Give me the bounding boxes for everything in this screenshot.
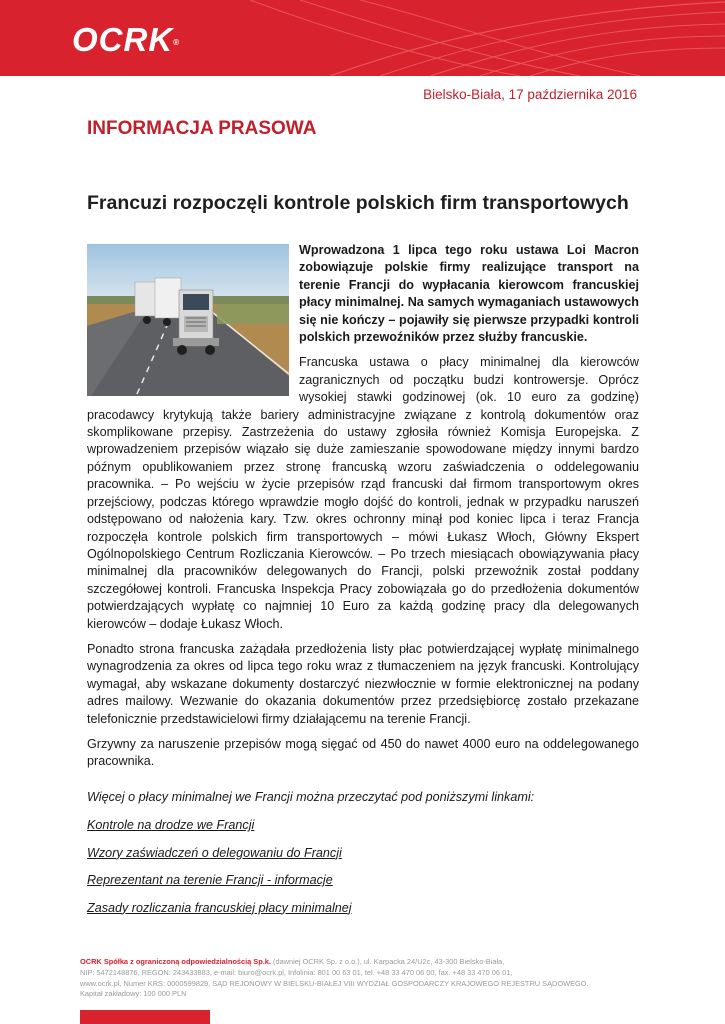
logo-text: OCRK [72, 21, 174, 58]
photo-spacer [87, 242, 299, 399]
body-paragraph-3: Grzywny za naruszenie przepisów mogą sięgać od 450 do nawet 4000 euro na oddelegowanego pracownika. [87, 736, 639, 769]
header-bar [0, 0, 725, 76]
ocrk-logo [72, 22, 180, 58]
links-list [87, 817, 352, 927]
footer-line-1 [80, 957, 652, 968]
link-representative-france[interactable]: Reprezentant na terenie Francji - informacje [87, 873, 333, 887]
registered-mark: ® [173, 38, 181, 47]
link-delegation-templates[interactable]: Wzory zaświadczeń o delegowaniu do Francji [87, 845, 342, 860]
footer-company-name: OCRK Spółka z ograniczoną odpowiedzialnością Sp.k. [80, 957, 271, 966]
headline: Francuzi rozpoczęli kontrole polskich firm transportowych [87, 192, 629, 214]
footer-company-info [80, 957, 652, 1000]
link-road-controls[interactable]: Kontrole na drodze we Francji [87, 818, 255, 832]
footer-address: (dawniej OCRK Sp. z o.o.), ul. Karpacka 24/U2c, 43-300 Bielsko-Biała, [270, 957, 505, 966]
footer-line-3: www.ocrk.pl, Numer KRS: 0000599829, SĄD REJONOWY W BIELSKU-BIAŁEJ VIII WYDZIAŁ GOSPODARCZY KRAJOWEGO REJESTRU SĄDOWEGO. [80, 978, 589, 988]
dateline: Bielsko-Biała, 17 października 2016 [423, 87, 637, 102]
footer-line-4: Kapitał zakładowy: 100 000 PLN [80, 989, 187, 999]
link-minimum-wage-rules[interactable]: Zasady rozliczania francuskiej płacy minimalnej [87, 900, 352, 915]
more-info-text: Więcej o płacy minimalnej we Francji można przeczytać pod poniższymi linkami: [87, 790, 535, 804]
section-title: INFORMACJA PRASOWA [87, 118, 317, 139]
body-paragraph-1: Francuska ustawa o płacy minimalnej dla kierowców zagranicznych od początku budzi kontrowersje. Oprócz wysokiej stawki godzinowej (ok. 10 euro za godzinę) pracodawcy krytykują także bariery administracyjne związane z kontrolą dokumentów oraz skomplikowane przepisy. Zastrzeżenia do ustawy zgłosiła również Komisja Europejska. Z wprowadzeniem przepisów wiązało się duże zamieszanie spowodowane między innymi bardzo późnym opublikowaniem przez stronę francuską wzoru zaświadczenia o oddelegowaniu pracownika. – Po wejściu w życie przepisów rząd francuski dał firmom transportowym okres przejściowy, podczas którego wprawdzie mogło dojść do kontroli, jednak w przypadku naruszeń odstępowano od nałożenia kary. Tzw. okres ochronny minął pod koniec lipca i teraz Francja rozpoczęła kontrole polskich firm transportowych – mówi Łukasz Włoch, Główny Ekspert Ogólnopolskiego Centrum Rozliczania Kierowców. – Po trzech miesiącach obowiązywania płacy minimalnej dla pracowników delegowanych do Francji, polski przewoźnik został poddany szczegółowej kontroli. Francuska Inspekcja Pracy zobowiązała go do przedłożenia dokumentów potwierdzających wypłatę co najmniej 10 Euro za każdą godzinę pracy dla delegowanych kierowców – dodaje Łukasz Włoch. [87, 355, 639, 631]
lead-paragraph: Wprowadzona 1 lipca tego roku ustawa Loi Macron zobowiązuje polskie firmy realizujące transport na terenie Francji do wypłacania kierowcom francuskiej płacy minimalnej. Na samych wymaganiach ustawowych się nie kończy – pojawiły się pierwsze przypadki kontroli polskich przewoźników przez służby francuskie. [299, 243, 639, 345]
footer-red-bar [80, 1010, 210, 1024]
body-paragraph-2: Ponadto strona francuska zażądała przedłożenia listy płac potwierdzającej wypłatę minimalnego wynagrodzenia za okres od lipca tego roku wraz z tłumaczeniem na język francuski. Kontrolujący wymagał, aby wskazane dokumenty dostarczyć niezwłocznie w formie elektronicznej na podany adres mailowy. Wezwanie do okazania dokumentów przez przedsiębiorcę zostało przekazane telefonicznie przedstawicielowi firmy działającemu na terenie Francji. [87, 641, 639, 726]
article-body [87, 242, 639, 779]
footer-line-2: NIP: 5472148876, REGON: 243433883, e-mail: biuro@ocrk.pl, Infolinia: 801 00 63 01, tel. +48 33 470 06 00, fax. +48 33 470 06 01, [80, 967, 513, 977]
